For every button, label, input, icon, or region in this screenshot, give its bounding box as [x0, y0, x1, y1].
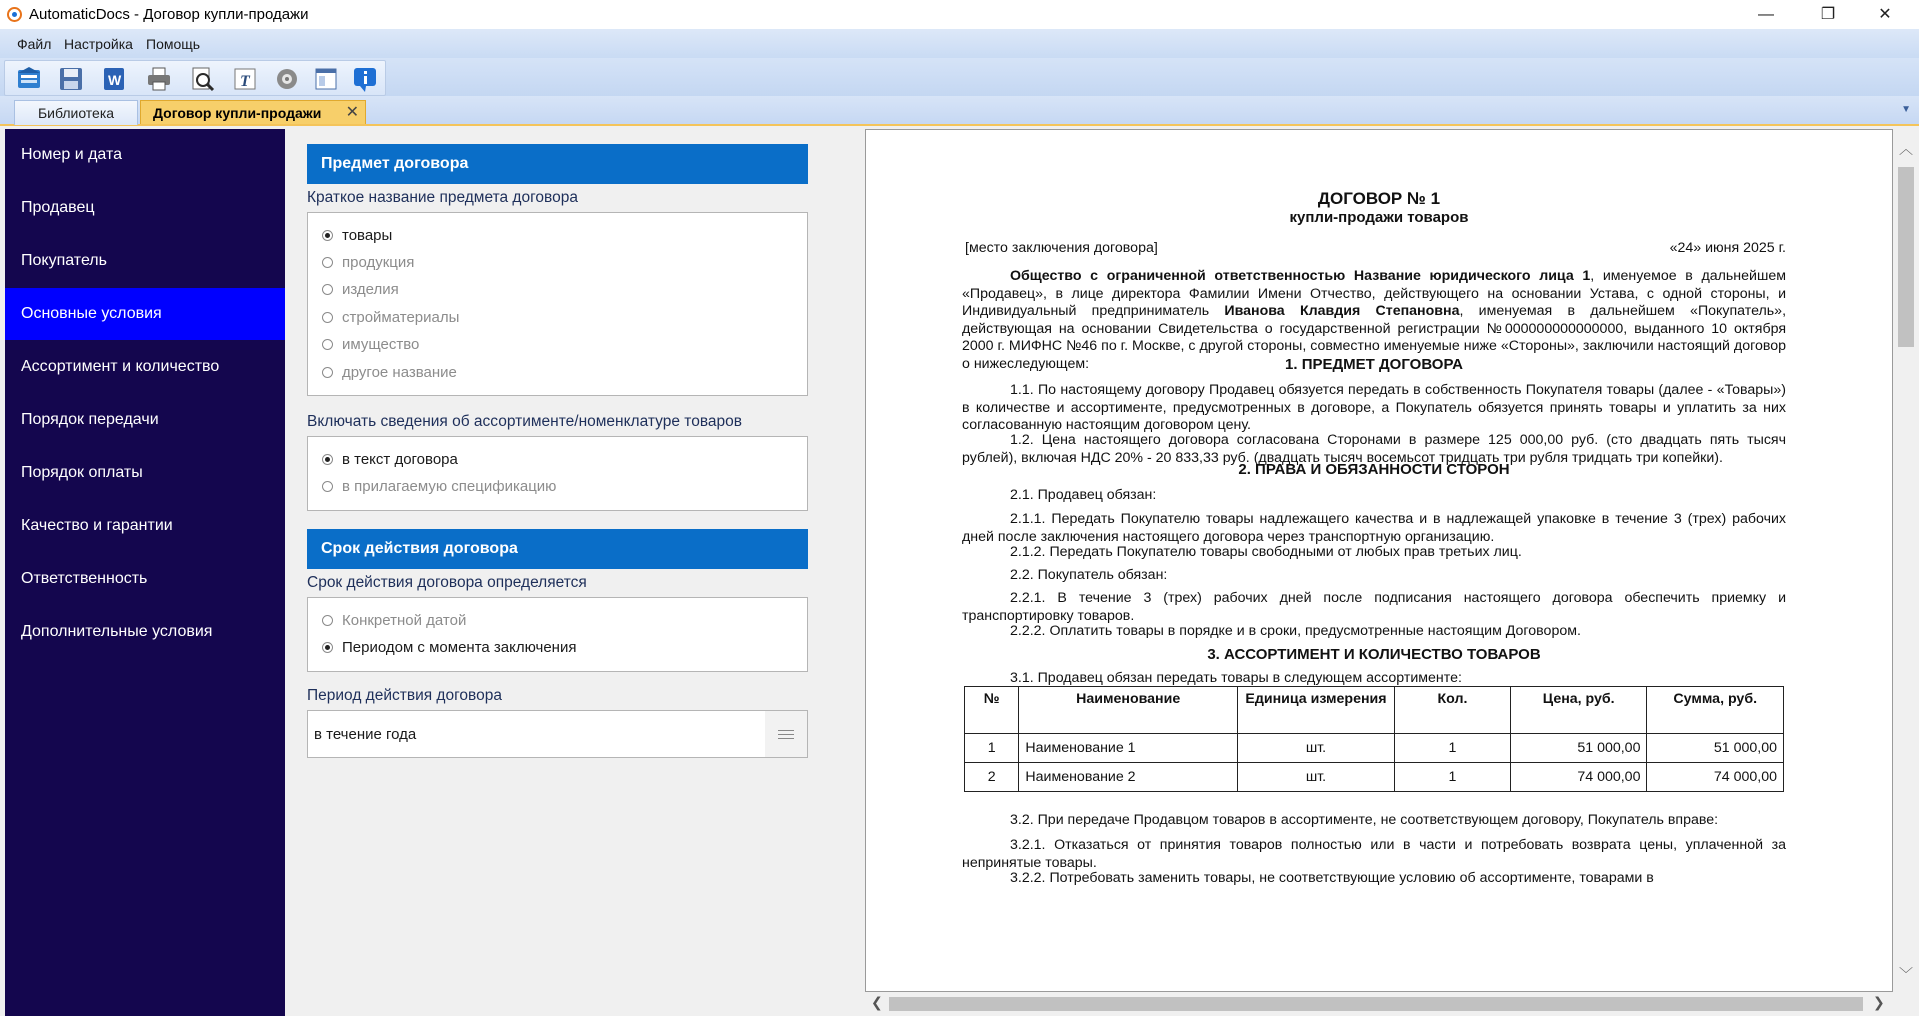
text-style-icon[interactable]: [231, 65, 259, 93]
doc-para: 3.2.2. Потребовать заменить товары, не соответствующие условию об ассортименте, товарами в: [1010, 870, 1654, 886]
tab-bar: [0, 96, 1919, 126]
subject-option[interactable]: имущество: [322, 335, 419, 355]
doc-para: 3.2. При передаче Продавцом товаров в ассортименте, не соответствующем договору, Покупатель вправе:: [1010, 812, 1719, 828]
tab-contract[interactable]: [140, 100, 366, 124]
period-value[interactable]: в течение года: [314, 726, 417, 743]
table-header-row: [965, 687, 1784, 734]
radio-icon[interactable]: [322, 481, 333, 492]
vertical-scrollbar[interactable]: [1893, 129, 1919, 992]
doc-place: [место заключения договора]: [965, 240, 1158, 256]
sidebar-item-additional[interactable]: Дополнительные условия: [21, 623, 213, 640]
close-window-button[interactable]: ✕: [1878, 6, 1892, 23]
radio-icon[interactable]: [322, 284, 333, 295]
assortment-radio-group: [307, 436, 808, 511]
doc-para: 3.2.1. Отказаться от принятия товаров полностью или в части и потребовать возврата цены, уплаченной за непринятые товары.: [962, 837, 1786, 871]
radio-checked-icon[interactable]: [322, 642, 333, 653]
subject-option[interactable]: продукция: [322, 253, 414, 273]
preview-icon[interactable]: [188, 65, 216, 93]
sidebar: [5, 129, 285, 1016]
radio-icon[interactable]: [322, 339, 333, 350]
doc-heading-3: 3. АССОРТИМЕНТ И КОЛИЧЕСТВО ТОВАРОВ: [1207, 646, 1541, 663]
term-radio-group: [307, 597, 808, 672]
toolbar-strip: [4, 60, 386, 96]
radio-icon[interactable]: [322, 257, 333, 268]
save-icon[interactable]: [57, 65, 85, 93]
title-bar: [0, 0, 1919, 29]
doc-para: 2.1. Продавец обязан:: [1010, 487, 1157, 503]
menu-settings[interactable]: Настройка: [64, 36, 133, 52]
period-label: Период действия договора: [307, 687, 502, 704]
doc-para: 1.1. По настоящему договору Продавец обязуется передать в собственность Покупателя товары (далее - «Товары») в количестве и ассортименте, предусмотренных в договоре, а Покупатель обязуется принять товары и уплатить за них согласованную настоящим договором цену.: [962, 382, 1786, 434]
assortment-option[interactable]: в прилагаемую спецификацию: [322, 477, 556, 497]
scroll-up-icon[interactable]: ︿: [1899, 141, 1913, 157]
horizontal-scroll-thumb[interactable]: [889, 997, 1863, 1011]
horizontal-scrollbar[interactable]: [865, 992, 1893, 1016]
subject-label: Краткое название предмета договора: [307, 189, 578, 206]
svg-text:T: T: [240, 73, 250, 90]
assortment-label: Включать сведения об ассортименте/номенклатуре товаров: [307, 413, 742, 430]
doc-para: 2.2.1. В течение 3 (трех) рабочих дней после подписания настоящего договора обеспечить приемку и транспортировку товаров.: [962, 590, 1786, 624]
toolbar: [0, 58, 1919, 96]
radio-checked-icon[interactable]: [322, 454, 333, 465]
period-menu-button[interactable]: [765, 711, 807, 757]
menu-help[interactable]: Помощь: [146, 36, 201, 52]
table-header: №: [965, 687, 1019, 734]
close-tab-icon[interactable]: ✕: [345, 104, 359, 121]
assortment-option[interactable]: в текст договора: [322, 450, 458, 470]
radio-icon[interactable]: [322, 312, 333, 323]
menu-lines-icon: [778, 734, 794, 735]
table-row: 2 Наименование 2 шт. 1 74 000,00 74 000,00: [965, 763, 1784, 792]
doc-para: 1.2. Цена настоящего договора согласована Сторонами в размере 125 000,00 руб. (сто двадцать пять тысяч рублей), включая НДС 20% - 20 833,33 руб. (двадцать тысяч восемьсот тридцать три рубля тридцать три копейки).: [962, 432, 1786, 466]
term-label: Срок действия договора определяется: [307, 574, 587, 591]
menu-lines-icon: [778, 730, 794, 731]
section-header-term: Срок действия договора: [307, 529, 808, 569]
maximize-button[interactable]: ❐: [1820, 6, 1836, 23]
library-icon[interactable]: [15, 65, 43, 93]
section-header-subject: Предмет договора: [307, 144, 808, 184]
subject-option[interactable]: товары: [322, 226, 392, 246]
table-header: Цена, руб.: [1510, 687, 1647, 734]
term-option[interactable]: Конкретной датой: [322, 611, 466, 631]
doc-title: ДОГОВОР № 1: [1317, 189, 1441, 208]
sidebar-item-number-date[interactable]: Номер и дата: [21, 146, 123, 163]
radio-icon[interactable]: [322, 367, 333, 378]
table-header: Кол.: [1395, 687, 1511, 734]
sidebar-item-payment[interactable]: Порядок оплаты: [21, 464, 143, 481]
doc-subtitle: купли-продажи товаров: [1289, 209, 1469, 226]
term-option[interactable]: Периодом с момента заключения: [322, 638, 576, 658]
document-page: [865, 129, 1893, 992]
doc-heading-2: 2. ПРАВА И ОБЯЗАННОСТИ СТОРОН: [1238, 461, 1510, 478]
form-panel: [290, 129, 850, 1016]
scroll-down-icon[interactable]: ﹀: [1899, 966, 1913, 982]
subject-radio-group: [307, 212, 808, 396]
gear-icon[interactable]: [273, 65, 301, 93]
table-header: Сумма, руб.: [1647, 687, 1784, 734]
subject-option[interactable]: изделия: [322, 280, 399, 300]
word-export-icon[interactable]: [100, 65, 128, 93]
table-header: Единица измерения: [1237, 687, 1394, 734]
assortment-table: [964, 686, 1784, 792]
print-icon[interactable]: [145, 65, 173, 93]
period-input[interactable]: [307, 710, 808, 758]
minimize-button[interactable]: —: [1758, 6, 1774, 23]
layout-icon[interactable]: [312, 65, 340, 93]
sidebar-item-buyer[interactable]: Покупатель: [21, 252, 107, 269]
sidebar-item-quality[interactable]: Качество и гарантии: [21, 517, 173, 534]
sidebar-item-seller[interactable]: Продавец: [21, 199, 95, 216]
doc-para: 2.1.1. Передать Покупателю товары надлежащего качества и в надлежащей упаковке в течение 3 (трех) рабочих дней после заключения настоящего договора через транспортную организацию.: [962, 511, 1786, 545]
subject-option[interactable]: другое название: [322, 363, 457, 383]
doc-heading-1: 1. ПРЕДМЕТ ДОГОВОРА: [1285, 356, 1463, 373]
doc-para: 2.1.2. Передать Покупателю товары свободными от любых прав третьих лиц.: [1010, 544, 1522, 560]
doc-para: 2.2. Покупатель обязан:: [1010, 567, 1168, 583]
doc-para: 3.1. Продавец обязан передать товары в следующем ассортименте:: [1010, 670, 1462, 686]
table-header: Наименование: [1019, 687, 1238, 734]
menu-lines-icon: [778, 738, 794, 739]
svg-text:W: W: [108, 72, 122, 88]
doc-intro: Общество с ограниченной ответственностью Название юридического лица 1, именуемое в дальнейшем «Продавец», в лице директора Фамилии Имени Отчество, действующего на основании Устава, с одной стороны, и Индивидуальный предприниматель Иванова Клавдия Степановна, именуемая в дальнейшем «Покупатель», действующая на основании Свидетельства о государственной регистрации №000000000000000, выданного 10 октября 2000 г. МИФНС №46 по г. Москве, с другой стороны, совместно именуемые ниже «Стороны», заключили настоящий договор о нижеследующем:: [962, 268, 1787, 372]
scroll-right-icon[interactable]: ❯: [1873, 994, 1885, 1010]
subject-option[interactable]: стройматериалы: [322, 308, 459, 328]
sidebar-item-transfer[interactable]: Порядок передачи: [21, 411, 159, 428]
doc-para: 2.2.2. Оплатить товары в порядке и в сроки, предусмотренные настоящим Договором.: [1010, 623, 1581, 639]
menu-bar: [0, 29, 1919, 58]
tab-list-dropdown-icon[interactable]: ▼: [1901, 104, 1911, 115]
sidebar-item-liability[interactable]: Ответственность: [21, 570, 148, 587]
window-title: AutomaticDocs - Договор купли-продажи: [29, 6, 309, 23]
table-row: 1 Наименование 1 шт. 1 51 000,00 51 000,00: [965, 734, 1784, 763]
app-logo-icon: [7, 7, 22, 22]
sidebar-item-assortment[interactable]: Ассортимент и количество: [21, 358, 220, 375]
tab-contract-label: Договор купли-продажи: [153, 105, 322, 121]
info-icon[interactable]: [351, 65, 379, 93]
doc-date: «24» июня 2025 г.: [1669, 240, 1786, 256]
scroll-left-icon[interactable]: ❮: [871, 994, 883, 1010]
sidebar-item-main-terms[interactable]: Основные условия: [5, 288, 285, 340]
tab-library[interactable]: Библиотека: [14, 100, 138, 125]
radio-checked-icon[interactable]: [322, 230, 333, 241]
menu-file[interactable]: Файл: [17, 36, 52, 52]
radio-icon[interactable]: [322, 615, 333, 626]
vertical-scroll-thumb[interactable]: [1898, 167, 1914, 347]
